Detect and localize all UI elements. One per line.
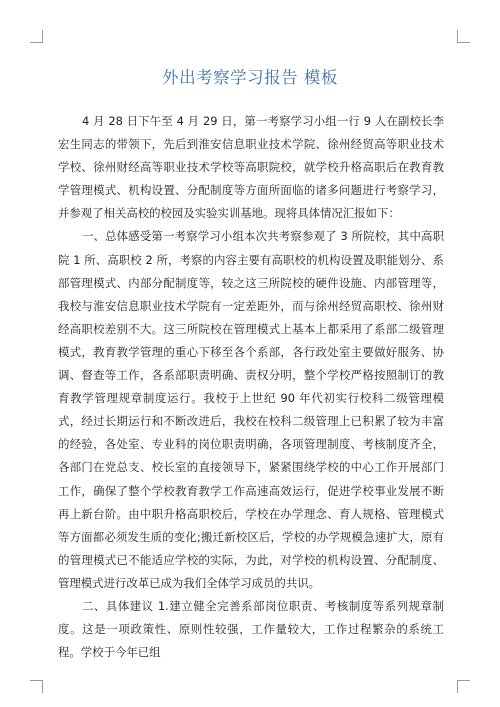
document-body <box>58 110 444 664</box>
crop-mark-bottom-right <box>457 680 470 693</box>
crop-mark-top-left <box>30 30 43 43</box>
document-title: 外出考察学习报告 模板 <box>162 68 338 87</box>
crop-mark-top-right <box>457 30 470 43</box>
crop-mark-bottom-left <box>30 680 43 693</box>
paragraph-overall-impression: 一、总体感受第一考察学习小组本次共考察参观了 3 所院校，其中高职院 1 所、高职校 2 所，考察的内容主要有高职校的机构设置及职能划分、系部管理模式、内部分配制度等，较之这三所院校的硬件设施、内部管理等，我校与淮安信息职业技术学院有一定差距外，而与徐州经贸高职校、徐州财经高职校差别不大。这三所院校在管理模式上基本上都采用了系部二级管理模式，教育教学管理的重心下移至各个系部，各行政处室主要做好服务、协调、督查等工作，各系部职责明确、责权分明，整个学校严格按照制订的教育教学管理规章制度运行。我校于上世纪 90 年代初实行校科二级管理模式，经过长期运行和不断改进后，我校在校科二级管理上已积累了较为丰富的经验，各处室、专业科的岗位职责明确，各项管理制度、考核制度齐全，各部门在党总支、校长室的直接领导下，紧紧围绕学校的中心工作开展部门工作，确保了整个学校教育教学工作高速高效运行，促进学校事业发展不断再上新台阶。由中职升格高职校后，学校在办学理念、育人规格、管理模式等方面都必须发生质的变化;搬迁新校区后，学校的办学规模急速扩大，原有的管理模式已不能适应学校的实际，为此，对学校的机构设置、分配制度、管理模式进行改革已成为我们全体学习成员的共识。 <box>58 229 444 590</box>
paragraph-specific-suggestions: 二、具体建议 1.建立健全完善系部岗位职责、考核制度等系列规章制度。这是一项政策性、原则性较强，工作量较大，工作过程繁杂的系统工程。学校于今年已组 <box>58 598 444 660</box>
paragraph-intro: 4 月 28 日下午至 4 月 29 日，第一考察学习小组一行 9 人在副校长李宏生同志的带领下，先后到淮安信息职业技术学院、徐州经贸高等职业技术学校、徐州财经高等职业技术学校等高职院校，就学校升格高职后在教育教学管理模式、机构设置、分配制度等方面所面临的诸多问题进行考察学习，并参观了相关高校的校园及实验实训基地。现将具体情况汇报如下： <box>58 114 444 221</box>
